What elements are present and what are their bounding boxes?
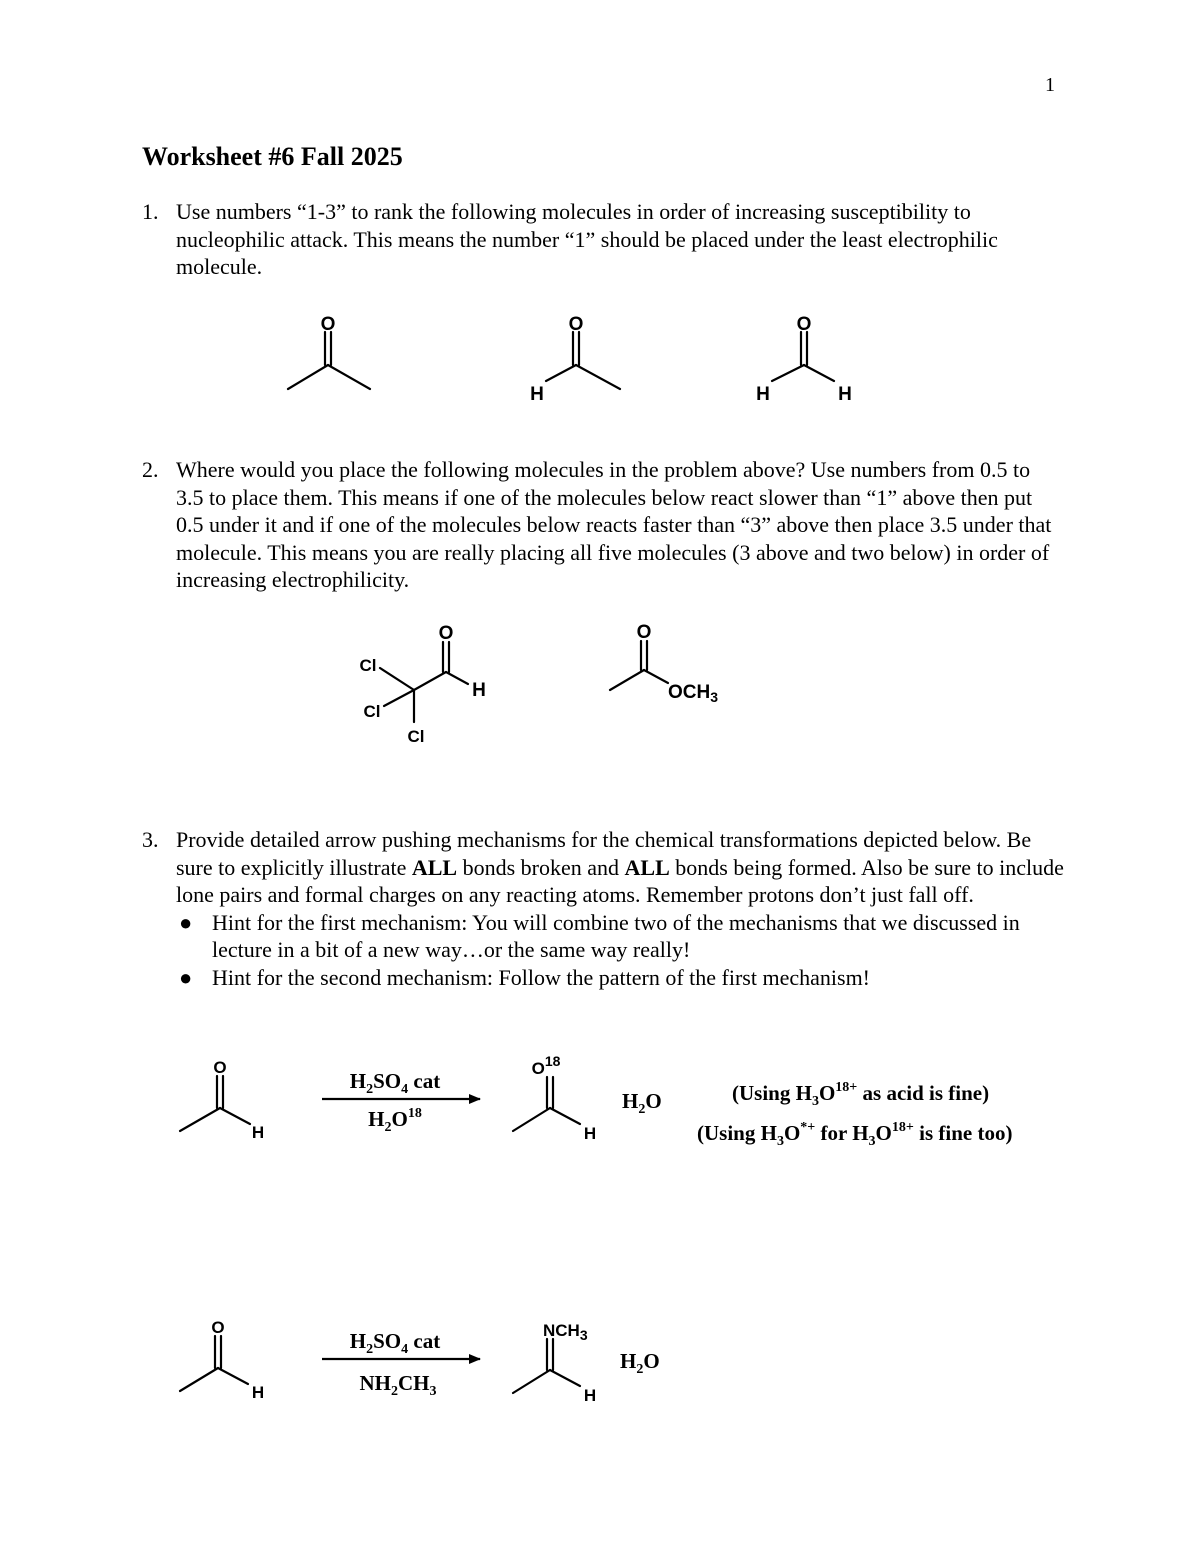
note-text: O xyxy=(875,1121,892,1145)
reagent-text: cat xyxy=(408,1329,441,1353)
reagent-text: H xyxy=(368,1107,385,1131)
reagent-text: cat xyxy=(408,1069,441,1093)
emphasis-all: ALL xyxy=(624,854,670,880)
byproduct-text: O xyxy=(643,1349,660,1373)
emphasis-all: ALL xyxy=(411,854,458,880)
methyl-acetate-structure xyxy=(610,641,668,690)
question-2-number: 2. xyxy=(142,457,159,482)
byproduct-subscript: 2 xyxy=(638,1102,646,1117)
question-3-text-part: bonds broken and xyxy=(457,854,625,880)
reagent-subscript: 3 xyxy=(429,1384,437,1399)
question-1-number: 1. xyxy=(142,199,159,224)
oxygen-18-superscript: 18 xyxy=(544,1053,561,1069)
note-superscript: 18+ xyxy=(835,1080,858,1095)
bullet-icon: ● xyxy=(179,909,193,935)
reaction-1-note-2 xyxy=(697,1120,1012,1149)
reagent-subscript: 2 xyxy=(366,1342,374,1357)
reagent-subscript: 2 xyxy=(391,1384,398,1399)
page-number: 1 xyxy=(1045,74,1055,96)
reaction-1-note-1 xyxy=(732,1080,989,1109)
byproduct-text: H xyxy=(622,1089,639,1113)
question-1-text: Use numbers “1-3” to rank the following molecules in order of increasing susceptibility to nucleophilic attack. This means the number “1” should be placed under the least electrophilic molecule. xyxy=(176,199,998,279)
note-text: O xyxy=(818,1081,836,1105)
methoxy-label xyxy=(668,682,718,705)
methoxy-label-text: OCH xyxy=(668,682,711,703)
reaction-2-reactant-structure xyxy=(180,1336,248,1391)
nch3-label-text: NCH xyxy=(543,1321,580,1340)
question-3-text-part: bonds being formed. Also be sure to include lone pairs and formal charges on any reacting atoms. Remember protons don’t just fall off. xyxy=(176,854,1064,907)
nch3-label xyxy=(543,1321,588,1343)
formaldehyde-structure xyxy=(772,332,834,381)
reagent-text: CH xyxy=(398,1371,430,1395)
reagent-text: H xyxy=(349,1069,367,1093)
reaction-2-reagent-below xyxy=(360,1371,437,1399)
note-text: as acid is fine) xyxy=(857,1081,990,1105)
note-text: (Using H xyxy=(732,1081,812,1105)
reaction-2-product-structure xyxy=(513,1339,580,1393)
question-3-text-part: Provide detailed arrow pushing mechanisms for the chemical transformations depicted below. Be sure to explicitly illustrate xyxy=(176,827,1032,880)
hint-text: Hint for the second mechanism: Follow the pattern of the first mechanism! xyxy=(212,964,871,990)
oxygen-label: O xyxy=(568,314,584,335)
reaction-2-byproduct xyxy=(620,1349,660,1377)
reaction-1-reactant-structure xyxy=(180,1076,250,1131)
hydrogen-label: H xyxy=(583,1124,597,1143)
reaction-1-product-structure xyxy=(513,1077,580,1131)
oxygen-label: O xyxy=(211,1318,225,1337)
chlorine-label: Cl xyxy=(363,702,381,721)
acetone-structure xyxy=(288,332,370,389)
question-3-number: 3. xyxy=(142,827,159,852)
reagent-text: SO xyxy=(373,1069,402,1093)
reagent-subscript: 2 xyxy=(366,1082,374,1097)
hydrogen-label: H xyxy=(530,384,544,405)
note-superscript: *+ xyxy=(800,1120,816,1135)
oxygen-label: O xyxy=(796,314,812,335)
hydrogen-label: H xyxy=(251,1123,265,1142)
reagent-text: H xyxy=(349,1329,367,1353)
oxygen-label: O xyxy=(636,622,652,643)
note-text: (Using H xyxy=(697,1121,777,1145)
reagent-subscript: 4 xyxy=(401,1342,409,1357)
hydrogen-label: H xyxy=(838,384,852,405)
nch3-subscript: 3 xyxy=(579,1327,588,1343)
page-title: Worksheet #6 Fall 2025 xyxy=(142,142,403,171)
byproduct-text: O xyxy=(645,1089,662,1113)
byproduct-subscript: 2 xyxy=(636,1362,644,1377)
oxygen-label: O xyxy=(213,1058,227,1077)
note-text: is fine too) xyxy=(913,1121,1013,1145)
acetaldehyde-structure xyxy=(546,332,620,389)
reagent-subscript: 4 xyxy=(401,1082,409,1097)
note-text: O xyxy=(783,1121,801,1145)
hydrogen-label: H xyxy=(472,680,486,701)
reaction-1-reagent-below xyxy=(368,1106,422,1135)
bullet-icon: ● xyxy=(179,964,193,990)
methoxy-subscript: 3 xyxy=(710,689,719,705)
reagent-subscript: 2 xyxy=(384,1120,392,1135)
note-subscript: 3 xyxy=(868,1134,876,1149)
hydrogen-label: H xyxy=(583,1386,597,1405)
question-2-text: Where would you place the following molecules in the problem above? Use numbers from 0.5 to 3.5 to place them. This means if one of the molecules below react slower than “1” above then put 0.5 under it and if one of the molecules below reacts faster than “3” above then place 3.5 under that molecule. This means you are really placing all five molecules (3 above and two below) in order of increasing electrophilicity. xyxy=(176,457,1052,592)
hydrogen-label: H xyxy=(251,1383,265,1402)
reagent-superscript: 18 xyxy=(407,1106,422,1121)
reagent-text: O xyxy=(391,1107,408,1131)
chlorine-label: Cl xyxy=(359,656,377,675)
oxygen-18-symbol: O xyxy=(531,1059,545,1078)
byproduct-text: H xyxy=(620,1349,637,1373)
reagent-text: SO xyxy=(373,1329,402,1353)
hydrogen-label: H xyxy=(756,384,770,405)
note-superscript: 18+ xyxy=(891,1120,914,1135)
hint-text: Hint for the first mechanism: You will combine two of the mechanisms that we discussed in lecture in a bit of a new way…or the same way really! xyxy=(212,909,1020,962)
chloral-structure xyxy=(380,642,468,722)
note-subscript: 3 xyxy=(811,1094,819,1109)
reagent-text: NH xyxy=(359,1371,391,1395)
reaction-1-reagent-above xyxy=(350,1069,440,1097)
oxygen-18-label xyxy=(532,1053,561,1078)
oxygen-label: O xyxy=(438,623,454,644)
note-subscript: 3 xyxy=(776,1134,784,1149)
reaction-2-reagent-above xyxy=(350,1329,440,1357)
reaction-1-byproduct xyxy=(622,1089,662,1117)
oxygen-label: O xyxy=(320,314,336,335)
chlorine-label: Cl xyxy=(407,727,425,746)
note-text: for H xyxy=(815,1121,869,1145)
